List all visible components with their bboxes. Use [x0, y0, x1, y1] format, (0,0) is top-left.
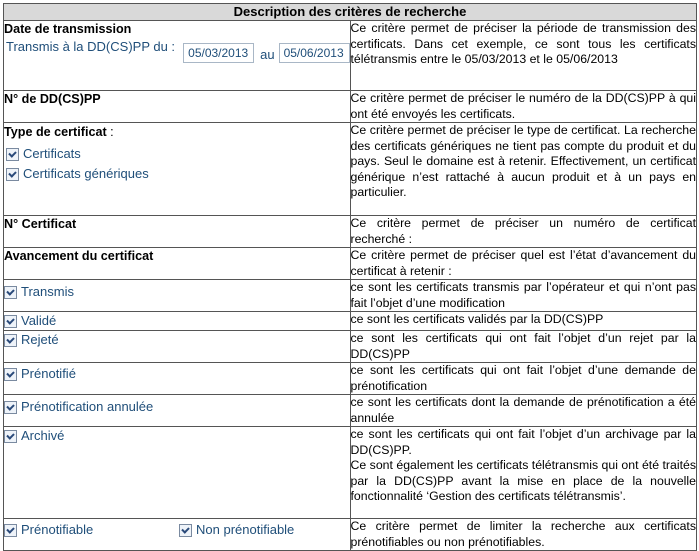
checkbox-non-prenotifiable[interactable] [179, 521, 294, 539]
date-transmission-desc: Ce critère permet de préciser la période de transmission des certificats. Dans cet exemple, ce sont tous les certificats télétransmis entre le 05/03/2013 et le 05/06/2013 [350, 21, 697, 91]
checkbox-checked-icon [6, 168, 19, 181]
prenotifie-desc: ce sont les certificats qui ont fait l’objet d’une demande de prénotification [350, 363, 696, 393]
checkbox-prenotifiable[interactable] [4, 521, 179, 539]
rejete-desc: ce sont les certificats qui ont fait l’objet d’un rejet par la DD(CS)PP [350, 331, 696, 361]
row-prenotifiable [4, 519, 697, 551]
type-certificat-label-suffix: : [106, 125, 114, 139]
checkbox-archive-label: Archivé [21, 428, 65, 443]
row-valide [4, 312, 697, 331]
checkbox-checked-icon [4, 315, 17, 328]
avancement-label: Avancement du certificat [4, 249, 154, 263]
checkbox-prenotification-annulee-label: Prénotification annulée [21, 399, 154, 414]
checkbox-rejete-label: Rejeté [21, 332, 59, 347]
date-from-input[interactable]: 05/03/2013 [183, 43, 254, 63]
prenotification-annulee-desc: ce sont les certificats dont la demande de prénotification a été annulée [350, 395, 696, 425]
numero-certificat-desc: Ce critère permet de préciser un numéro de certificat recherché : [350, 216, 696, 246]
ddcspp-desc: Ce critère permet de préciser le numéro de la DD(CS)PP à qui ont été envoyés les certificats. [350, 91, 696, 121]
checkbox-prenotifiable-label: Prénotifiable [21, 522, 94, 537]
row-rejete [4, 331, 697, 363]
checkbox-rejete[interactable] [4, 331, 350, 349]
archive-desc-2: Ce sont également les certificats télétransmis qui ont été traités par la DD(CS)PP avant la mise en place de la nouvelle fonctionnalité ‘Gestion des certificats télétransmis’. [350, 458, 696, 503]
avancement-desc: Ce critère permet de préciser quel est l’état d’avancement du certificat à retenir : [350, 248, 696, 278]
checkbox-checked-icon [4, 524, 17, 537]
row-date-transmission [4, 21, 697, 91]
criteria-table [3, 3, 697, 551]
checkbox-checked-icon [4, 401, 17, 414]
valide-desc: ce sont les certificats validés par la DD(CS)PP [350, 312, 697, 331]
checkbox-checked-icon [4, 334, 17, 347]
row-transmis [4, 280, 697, 312]
checkbox-certificats-generiques-label: Certificats génériques [23, 166, 149, 181]
type-certificat-desc: Ce critère permet de préciser le type de certificat. La recherche des certificats génériques ne tient pas compte du produit et du pays. Seul le domaine est à retenir. Effectivement, un certificat générique n’est rattaché à aucun produit et à un pays en particulier. [350, 123, 697, 216]
date-separator: au [260, 47, 275, 62]
checkbox-archive[interactable] [4, 427, 350, 445]
checkbox-checked-icon [4, 430, 17, 443]
date-to-input[interactable]: 05/06/2013 [279, 43, 350, 63]
table-header: Description des critères de recherche [4, 4, 697, 21]
checkbox-checked-icon [179, 524, 192, 537]
type-certificat-label: Type de certificat [4, 125, 107, 139]
checkbox-certificats-label: Certificats [23, 146, 81, 161]
checkbox-checked-icon [4, 368, 17, 381]
row-prenotifie [4, 363, 697, 395]
checkbox-valide-label: Validé [21, 313, 57, 328]
checkbox-checked-icon [4, 286, 17, 299]
archive-desc-1: ce sont les certificats qui ont fait l’objet d’un archivage par la DD(CS)PP. [350, 427, 696, 457]
checkbox-checked-icon [6, 148, 19, 161]
checkbox-valide[interactable] [4, 312, 350, 330]
checkbox-transmis[interactable] [4, 283, 350, 301]
row-ddcspp [4, 91, 697, 123]
checkbox-transmis-label: Transmis [21, 284, 74, 299]
checkbox-prenotifie[interactable] [4, 365, 350, 383]
checkbox-non-prenotifiable-label: Non prénotifiable [196, 522, 295, 537]
checkbox-prenotification-annulee[interactable] [4, 398, 350, 416]
transmis-desc: ce sont les certificats transmis par l’opérateur et qui n’ont pas fait l’objet d’une modification [350, 280, 696, 310]
transmis-field-label: Transmis à la DD(CS)PP du : [6, 39, 176, 54]
row-prenotification-annulee [4, 395, 697, 427]
ddcspp-label: N° de DD(CS)PP [4, 92, 101, 106]
date-transmission-label: Date de transmission [4, 22, 132, 36]
header-row [4, 4, 697, 21]
checkbox-prenotifie-label: Prénotifié [21, 366, 76, 381]
row-type-certificat [4, 123, 697, 216]
checkbox-certificats[interactable] [6, 145, 350, 163]
row-numero-certificat [4, 216, 697, 248]
row-archive [4, 427, 697, 519]
row-avancement [4, 248, 697, 280]
prenotifiable-desc: Ce critère permet de limiter la recherche aux certificats prénotifiables ou non prénotifiables. [350, 519, 696, 549]
numero-certificat-label: N° Certificat [4, 217, 77, 231]
checkbox-certificats-generiques[interactable] [6, 165, 350, 183]
